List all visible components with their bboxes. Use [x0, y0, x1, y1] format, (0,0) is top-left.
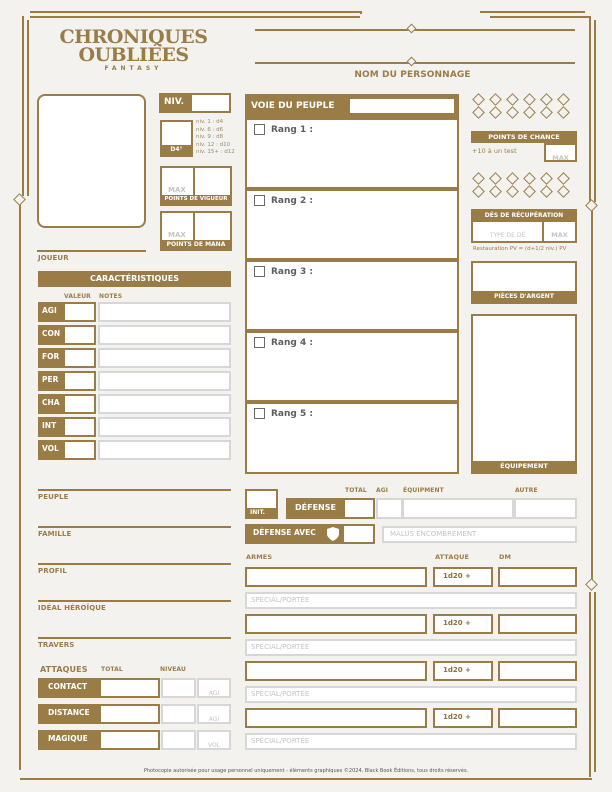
equipment-label: ÉQUIPEMENT — [473, 461, 575, 472]
con-value-input[interactable] — [65, 327, 94, 343]
contact-level-input[interactable] — [161, 678, 196, 698]
distance-stat-box[interactable]: AGI — [197, 704, 231, 724]
weapon-name-input[interactable] — [245, 708, 427, 728]
attack-row-distance: DISTANCE AGI — [38, 704, 231, 724]
equipment-box[interactable] — [471, 314, 577, 474]
damage-header: DM — [499, 553, 512, 561]
logo-line1: CHRONIQUES — [59, 26, 208, 48]
vigor-label: POINTS DE VIGUEUR — [164, 196, 228, 202]
defense-total-input[interactable] — [345, 500, 373, 517]
character-name-input[interactable] — [255, 36, 575, 60]
defense-field — [286, 498, 375, 519]
for-notes-input[interactable] — [98, 348, 231, 368]
rank-3-checkbox[interactable] — [254, 266, 265, 277]
attack-header: ATTAQUE — [435, 553, 470, 561]
attacks-total-header: TOTAL — [101, 666, 123, 673]
defense-with-shield-field — [245, 524, 375, 544]
weapon-damage-input[interactable] — [498, 614, 577, 634]
frame-diamond-icon — [585, 199, 598, 212]
rank-2-checkbox[interactable] — [254, 195, 265, 206]
rank-5-checkbox[interactable] — [254, 408, 265, 419]
cha-value-input[interactable] — [65, 396, 94, 412]
recovery-dice-tracker[interactable] — [472, 172, 582, 198]
int-notes-input[interactable] — [98, 417, 231, 437]
vigor-points — [160, 166, 232, 206]
magic-level-input[interactable] — [161, 730, 196, 750]
defense-agi-input[interactable] — [376, 498, 403, 519]
defense-equipment-header: ÉQUIPMENT — [403, 487, 444, 494]
weapon-special-input[interactable]: SPÉCIAL/PORTÉE — [245, 639, 577, 656]
hit-die-box[interactable] — [160, 120, 193, 157]
mana-current-input[interactable] — [195, 213, 230, 240]
profile-label: PROFIL — [38, 567, 67, 575]
rank-2[interactable]: Rang 2 : — [245, 189, 459, 260]
contact-total-input[interactable] — [101, 680, 158, 696]
defense-other-input[interactable] — [514, 498, 577, 519]
vigor-current-input[interactable] — [195, 168, 230, 195]
level-field — [159, 93, 231, 113]
people-path-header — [245, 94, 459, 118]
weapon-special-input[interactable]: SPÉCIAL/PORTÉE — [245, 686, 577, 703]
distance-level-input[interactable] — [161, 704, 196, 724]
rank-4[interactable]: Rang 4 : — [245, 331, 459, 402]
die-progression: niv. 1 : d4 niv. 6 : d6 niv. 9 : d8 niv. 12 : d10 niv. 15+ : d12 — [196, 119, 235, 155]
heroic-ideal-label: IDÉAL HÉROÏQUE — [38, 604, 106, 612]
people-path-title: VOIE DU PEUPLE — [251, 101, 335, 111]
defense-other-header: AUTRE — [515, 487, 538, 494]
value-header: VALEUR — [64, 293, 91, 300]
weapon-damage-input[interactable] — [498, 708, 577, 728]
agi-notes-input[interactable] — [98, 302, 231, 322]
rank-3[interactable]: Rang 3 : — [245, 260, 459, 331]
character-name-label: NOM DU PERSONNAGE — [354, 70, 471, 80]
characteristic-row: CHA — [38, 394, 231, 417]
recovery-max-input[interactable]: MAX — [544, 222, 575, 241]
characteristic-row: AGI — [38, 302, 231, 325]
recovery-box — [471, 209, 577, 243]
luck-max-box[interactable]: MAX — [544, 143, 577, 162]
copyright-footer: Photocopie autorisée pour usage personnel uniquement - éléments graphiques ©2024, Black Book Éditions, tous droits réservés. — [143, 768, 469, 774]
defense-label: DÉFENSE — [295, 503, 336, 512]
cha-notes-input[interactable] — [98, 394, 231, 414]
weapon-name-input[interactable] — [245, 661, 427, 681]
people-label: PEUPLE — [38, 493, 69, 501]
characteristic-row: PER — [38, 371, 231, 394]
defense-total-header: TOTAL — [345, 487, 367, 494]
attack-row-magic: MAGIQUE VOL — [38, 730, 231, 750]
attack-row-contact: CONTACT AGI — [38, 678, 231, 698]
defense-agi-header: AGI — [376, 487, 389, 494]
weapon-special-input[interactable]: SPÉCIAL/PORTÉE — [245, 733, 577, 750]
characteristic-row: FOR — [38, 348, 231, 371]
logo-line2: OUBLIÉES — [78, 44, 189, 66]
weapon-row — [245, 567, 577, 611]
characteristic-row: INT — [38, 417, 231, 440]
magic-stat-box[interactable]: VOL — [197, 730, 231, 750]
luck-points-tracker[interactable] — [472, 93, 582, 119]
portrait-box[interactable] — [37, 94, 146, 228]
contact-stat-box[interactable]: AGI — [197, 678, 231, 698]
characteristic-row: CON — [38, 325, 231, 348]
vol-value-input[interactable] — [65, 442, 94, 458]
logo — [56, 28, 211, 72]
vol-notes-input[interactable] — [98, 440, 231, 460]
characteristics-title: CARACTÉRISTIQUES — [38, 271, 231, 287]
agi-value-input[interactable] — [65, 304, 94, 320]
for-value-input[interactable] — [65, 350, 94, 366]
weapon-row — [245, 661, 577, 705]
weapon-attack-input[interactable]: 1d20 + — [433, 567, 493, 587]
recovery-die-type-input[interactable]: TYPE DE DÉ — [473, 222, 542, 241]
frame-diamond-icon — [585, 578, 598, 591]
frame-diamond-icon — [13, 193, 26, 206]
encumbrance-malus-input[interactable]: MALUS ENCOMBREMENT — [382, 526, 577, 543]
initiative-box[interactable] — [245, 489, 278, 519]
weapon-attack-input[interactable]: 1d20 + — [433, 661, 493, 681]
vigor-max-input[interactable]: MAX — [162, 168, 193, 195]
weapon-damage-input[interactable] — [498, 661, 577, 681]
attacks-title: ATTAQUES — [40, 665, 88, 674]
weapon-row — [245, 708, 577, 752]
silver-coins-label: PIÈCES D'ARGENT — [473, 291, 575, 302]
initiative-label: INIT. — [250, 509, 265, 516]
flaw-label: TRAVERS — [38, 641, 75, 649]
weapon-special-input[interactable]: SPÉCIAL/PORTÉE — [245, 592, 577, 609]
mana-points — [160, 211, 232, 251]
weapon-attack-input[interactable]: 1d20 + — [433, 708, 493, 728]
defense-equipment-input[interactable] — [402, 498, 514, 519]
mana-label: POINTS DE MANA — [166, 241, 226, 248]
level-label: NIV. — [164, 97, 185, 107]
per-value-input[interactable] — [65, 373, 94, 389]
family-label: FAMILLE — [38, 530, 72, 538]
luck-note: +10 à un test — [472, 147, 517, 155]
notes-header: NOTES — [99, 293, 123, 300]
weapon-name-input[interactable] — [245, 614, 427, 634]
recovery-title: DÉS DE RÉCUPÉRATION — [484, 212, 564, 219]
mana-max-input[interactable]: MAX — [162, 213, 193, 240]
characteristic-row: VOL — [38, 440, 231, 463]
weapon-name-input[interactable] — [245, 567, 427, 587]
distance-total-input[interactable] — [101, 706, 158, 722]
rank-1-checkbox[interactable] — [254, 124, 265, 135]
per-notes-input[interactable] — [98, 371, 231, 391]
characteristics-list — [38, 302, 231, 463]
int-value-input[interactable] — [65, 419, 94, 435]
con-notes-input[interactable] — [98, 325, 231, 345]
luck-title: POINTS DE CHANCE — [471, 131, 577, 143]
people-path-input[interactable] — [350, 99, 454, 113]
weapon-damage-input[interactable] — [498, 567, 577, 587]
weapon-row — [245, 614, 577, 658]
silver-coins-box[interactable] — [471, 261, 577, 304]
recovery-formula: Restauration PV = (d+1/2 niv.) PV — [473, 246, 567, 252]
hit-die-label: D4° — [162, 145, 191, 155]
rank-1[interactable]: Rang 1 : — [245, 118, 459, 189]
player-label: JOUEUR — [38, 254, 69, 262]
logo-sub: FANTASY — [104, 65, 163, 72]
rank-5[interactable]: Rang 5 : — [245, 402, 459, 474]
defense-with-shield-input[interactable] — [344, 526, 373, 542]
rank-4-checkbox[interactable] — [254, 337, 265, 348]
magic-total-input[interactable] — [101, 732, 158, 748]
weapon-attack-input[interactable]: 1d20 + — [433, 614, 493, 634]
attacks-level-header: NIVEAU — [160, 666, 186, 673]
shield-icon — [327, 527, 339, 541]
level-input[interactable] — [192, 95, 229, 111]
weapons-header: ARMES — [246, 553, 273, 561]
defense-with-label: DÉFENSE AVEC — [253, 528, 316, 537]
